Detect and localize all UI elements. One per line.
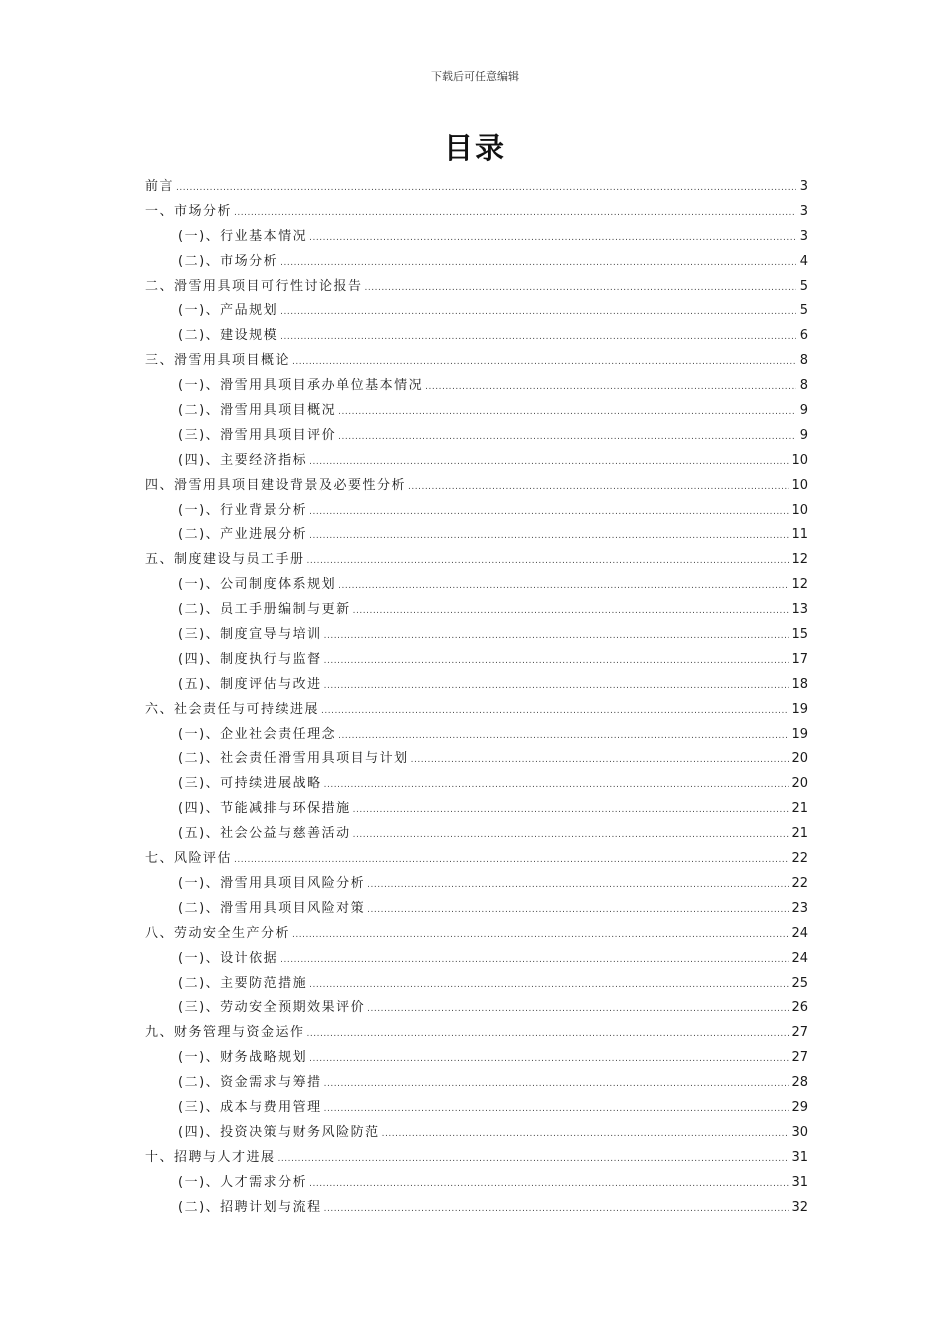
toc-entry[interactable] [145,972,808,997]
dot-leader [292,923,789,948]
toc-entry-page-number: 5 [799,303,808,319]
toc-entry-page-number: 32 [791,1199,808,1215]
toc-entry-label: 八、劳动安全生产分析 [145,925,291,941]
toc-entry-label: (一)、人才需求分析 [178,1174,308,1190]
toc-entry-page-number: 19 [791,701,808,717]
toc-entry-page-number: 15 [791,627,808,643]
toc-entry[interactable] [145,747,808,772]
dot-leader [309,1047,789,1072]
toc-entry-page-number: 26 [791,1000,808,1016]
toc-entry-page-number: 20 [791,751,808,767]
toc-entry[interactable] [145,324,808,349]
dot-leader [367,873,789,898]
toc-entry-label: 三、滑雪用具项目概论 [145,353,291,369]
dot-leader [309,524,789,549]
dot-leader [278,1147,790,1172]
dot-leader [234,848,789,873]
toc-entry-page-number: 10 [791,452,808,468]
dot-leader [338,425,796,450]
toc-entry-label: (四)、节能减排与环保措施 [178,801,351,817]
toc-entry-page-number: 27 [791,1050,808,1066]
toc-entry[interactable] [145,723,808,748]
dot-leader [338,574,789,599]
toc-entry-page-number: 10 [791,477,808,493]
toc-entry-page-number: 21 [791,826,808,842]
toc-entry-label: 四、滑雪用具项目建设背景及必要性分析 [145,477,407,493]
dot-leader [411,748,790,773]
toc-entry[interactable] [145,299,808,324]
toc-entry-label: (五)、制度评估与改进 [178,676,322,692]
toc-entry-page-number: 3 [799,228,808,244]
toc-entry-label: 五、制度建设与员工手册 [145,552,305,568]
toc-entry-label: (一)、财务战略规划 [178,1050,308,1066]
toc-entry-page-number: 21 [791,801,808,817]
dot-leader [324,1072,790,1097]
dot-leader [292,350,796,375]
toc-entry-label: 十、招聘与人才进展 [145,1149,276,1165]
dot-leader [382,1122,790,1147]
toc-entry-page-number: 30 [791,1124,808,1140]
toc-entry[interactable] [145,996,808,1021]
dot-leader [234,201,796,226]
toc-entry[interactable] [145,598,808,623]
toc-entry-page-number: 5 [799,278,808,294]
toc-entry-label: (一)、滑雪用具项目承办单位基本情况 [178,378,424,394]
toc-entry-label: (二)、建设规模 [178,328,279,344]
dot-leader [353,798,790,823]
toc-entry[interactable] [145,349,808,374]
table-of-contents [145,175,808,1220]
toc-entry-page-number: 8 [799,353,808,369]
toc-entry-page-number: 8 [799,378,808,394]
dot-leader [309,226,796,251]
toc-entry-page-number: 31 [791,1174,808,1190]
toc-entry-page-number: 11 [791,527,808,543]
toc-entry-label: (一)、公司制度体系规划 [178,577,337,593]
dot-leader [324,1097,790,1122]
toc-entry-label: (五)、社会公益与慈善活动 [178,826,351,842]
dot-leader [280,948,789,973]
toc-entry-page-number: 3 [799,203,808,219]
dot-leader [280,251,796,276]
toc-entry-label: (四)、制度执行与监督 [178,651,322,667]
toc-entry[interactable] [145,947,808,972]
toc-entry-page-number: 10 [791,502,808,518]
dot-leader [324,674,790,699]
toc-entry[interactable] [145,673,808,698]
toc-entry[interactable] [145,648,808,673]
toc-entry[interactable] [145,399,808,424]
toc-entry-label: (一)、滑雪用具项目风险分析 [178,875,366,891]
dot-leader [324,1197,790,1222]
toc-entry-label: (一)、行业背景分析 [178,502,308,518]
toc-entry-label: (一)、行业基本情况 [178,228,308,244]
dot-leader [425,375,796,400]
toc-entry-page-number: 28 [791,1075,808,1091]
toc-entry-page-number: 24 [791,950,808,966]
toc-entry[interactable] [145,548,808,573]
dot-leader [176,176,796,201]
toc-entry-page-number: 27 [791,1025,808,1041]
toc-entry[interactable] [145,922,808,947]
toc-entry[interactable] [145,822,808,847]
dot-leader [309,973,789,998]
dot-leader [367,997,789,1022]
toc-entry[interactable] [145,1021,808,1046]
page-title: 目录 [443,131,506,165]
toc-entry[interactable] [145,523,808,548]
toc-entry-page-number: 19 [791,726,808,742]
toc-entry[interactable] [145,225,808,250]
toc-entry[interactable] [145,474,808,499]
toc-entry-page-number: 23 [791,900,808,916]
dot-leader [408,475,789,500]
toc-entry[interactable] [145,1146,808,1171]
toc-entry-label: 前言 [145,179,175,194]
toc-entry[interactable] [145,797,808,822]
toc-entry[interactable] [145,1071,808,1096]
toc-entry[interactable] [145,250,808,275]
toc-entry-label: 一、市场分析 [145,203,233,219]
dot-leader [280,300,796,325]
dot-leader [353,599,790,624]
toc-entry-page-number: 22 [791,851,808,867]
toc-entry-page-number: 25 [791,975,808,991]
toc-entry-label: (二)、资金需求与筹措 [178,1075,322,1091]
toc-entry-label: (四)、投资决策与财务风险防范 [178,1124,380,1140]
dot-leader [365,276,796,301]
toc-entry[interactable] [145,847,808,872]
toc-entry[interactable] [145,175,808,200]
toc-entry[interactable] [145,1121,808,1146]
toc-entry-page-number: 20 [791,776,808,792]
toc-entry[interactable] [145,449,808,474]
toc-entry[interactable] [145,1096,808,1121]
toc-entry-label: 九、财务管理与资金运作 [145,1025,305,1041]
dot-leader [367,898,789,923]
toc-entry-label: (四)、主要经济指标 [178,452,308,468]
toc-entry[interactable] [145,623,808,648]
toc-entry[interactable] [145,1171,808,1196]
toc-entry-page-number: 3 [799,179,808,194]
toc-entry[interactable] [145,573,808,598]
dot-leader [307,549,790,574]
toc-entry-label: (一)、产品规划 [178,303,279,319]
toc-entry-label: (二)、主要防范措施 [178,975,308,991]
toc-entry-label: (三)、制度宣导与培训 [178,627,322,643]
toc-entry-page-number: 13 [791,602,808,618]
toc-entry-label: (一)、企业社会责任理念 [178,726,337,742]
dot-leader [280,325,796,350]
toc-entry-label: (三)、滑雪用具项目评价 [178,427,337,443]
toc-entry-label: (二)、滑雪用具项目概况 [178,403,337,419]
dot-leader [338,724,789,749]
toc-entry-label: (二)、产业进展分析 [178,527,308,543]
toc-entry-label: 二、滑雪用具项目可行性讨论报告 [145,278,363,294]
toc-entry[interactable] [145,698,808,723]
toc-entry-page-number: 22 [791,875,808,891]
toc-entry-page-number: 12 [791,577,808,593]
dot-leader [338,400,796,425]
dot-leader [309,500,789,525]
toc-entry-label: (二)、社会责任滑雪用具项目与计划 [178,751,409,767]
toc-entry-label: (二)、招聘计划与流程 [178,1199,322,1215]
toc-entry[interactable] [145,872,808,897]
toc-entry-page-number: 29 [791,1099,808,1115]
toc-entry[interactable] [145,1196,808,1221]
dot-leader [307,1022,790,1047]
toc-entry[interactable] [145,1046,808,1071]
dot-leader [309,450,789,475]
toc-entry[interactable] [145,897,808,922]
dot-leader [353,823,790,848]
toc-entry-label: (三)、可持续进展战略 [178,776,322,792]
toc-entry-page-number: 18 [791,676,808,692]
toc-entry-label: (二)、滑雪用具项目风险对策 [178,900,366,916]
dot-leader [321,699,789,724]
toc-entry[interactable] [145,424,808,449]
toc-entry-label: (二)、市场分析 [178,253,279,269]
toc-entry-label: 七、风险评估 [145,851,233,867]
toc-entry-page-number: 17 [791,651,808,667]
toc-entry-page-number: 24 [791,925,808,941]
header-note: 下载后可任意编辑 [431,70,519,83]
toc-entry-label: (二)、员工手册编制与更新 [178,602,351,618]
toc-entry-label: 六、社会责任与可持续进展 [145,701,320,717]
toc-entry-page-number: 6 [799,328,808,344]
toc-entry-page-number: 9 [799,427,808,443]
toc-entry[interactable] [145,772,808,797]
toc-entry-page-number: 31 [791,1149,808,1165]
toc-entry[interactable] [145,499,808,524]
toc-entry-page-number: 4 [799,253,808,269]
dot-leader [324,773,790,798]
toc-entry-label: (三)、劳动安全预期效果评价 [178,1000,366,1016]
toc-entry-page-number: 12 [791,552,808,568]
dot-leader [309,1172,789,1197]
toc-entry-page-number: 9 [799,403,808,419]
dot-leader [324,624,790,649]
dot-leader [324,649,790,674]
toc-entry[interactable] [145,200,808,225]
toc-entry[interactable] [145,374,808,399]
toc-entry-label: (三)、成本与费用管理 [178,1099,322,1115]
toc-entry[interactable] [145,275,808,300]
toc-entry-label: (一)、设计依据 [178,950,279,966]
